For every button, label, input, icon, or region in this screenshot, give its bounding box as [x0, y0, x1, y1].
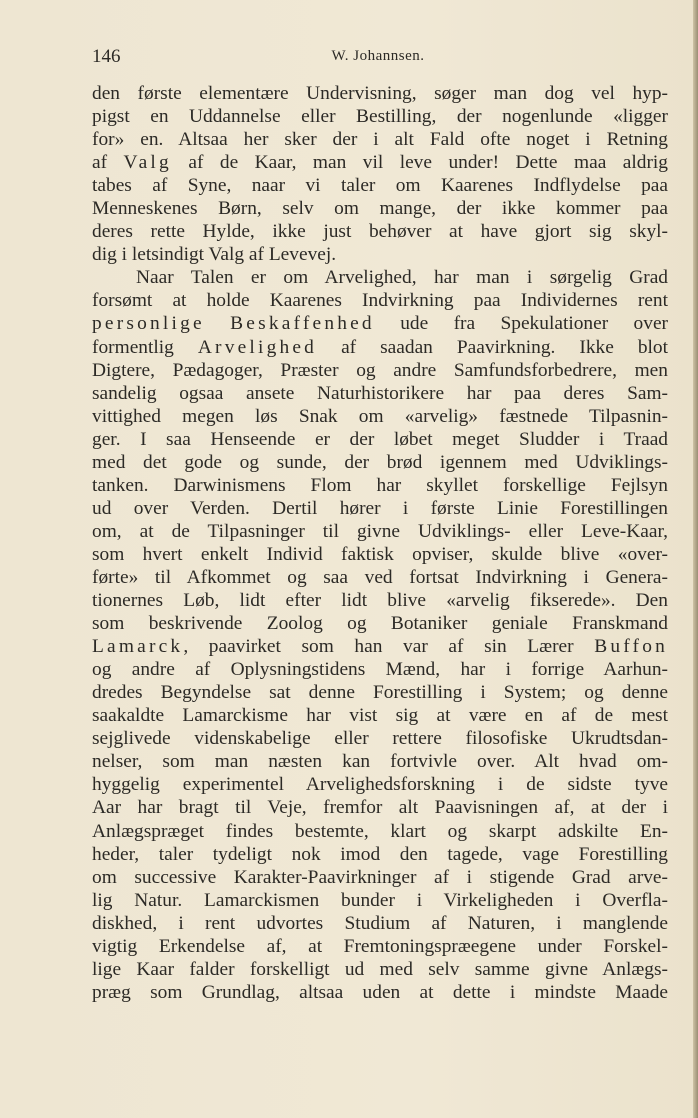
text-line: nelser, som man næsten kan fortvivle over. Alt hvad om-: [92, 751, 668, 773]
text-line: lig Natur. Lamarckismen bunder i Virkeligheden i Overfla-: [92, 889, 668, 911]
text-line: førte» til Afkommet og saa ved fortsat Indvirkning i Genera-: [92, 566, 668, 588]
text-line: heder, taler tydeligt nok imod den tagede, vage Forestilling: [92, 843, 668, 865]
text-line: for» en. Altsaa her sker der i alt Fald ofte noget i Retning: [92, 129, 668, 151]
text-line: Digtere, Pædagoger, Præster og andre Samfundsforbedrere, men: [92, 359, 668, 381]
text-line: vittighed megen løs Snak om «arvelig» fæstnede Tilpasnin-: [92, 405, 668, 427]
spaced-word: Valg: [123, 152, 172, 174]
body-text: [92, 82, 668, 1004]
text-line: Aar har bragt til Veje, fremfor alt Paavisningen af, at der i: [92, 797, 668, 819]
text-line: dredes Begyndelse sat denne Forestilling i System; og denne: [92, 682, 668, 704]
text-line: tionernes Løb, lidt efter lidt blive «arvelig fikserede». Den: [92, 590, 668, 612]
text-line: Naar Talen er om Arvelighed, har man i sørgelig Grad: [136, 267, 668, 289]
text-line: den første elementære Undervisning, søger man dog vel hyp-: [92, 83, 668, 104]
running-head: W. Johannsen.: [331, 48, 425, 64]
text-line: Anlægspræget findes bestemte, klart og skarpt adskilte En-: [92, 820, 668, 842]
text-line: af Valg af de Kaar, man vil leve under! Dette maa aldrig: [92, 152, 668, 174]
text-line: med det gode og sunde, der brød igennem med Udviklings-: [92, 451, 668, 473]
text-line: ud over Verden. Dertil hører i første Linie Forestillingen: [92, 497, 668, 519]
text-line: vigtig Erkendelse af, at Fremtoningspræegene under Forskel-: [92, 935, 668, 957]
spaced-word: Arvelighed: [197, 336, 318, 358]
text-line: præg som Grundlag, altsaa uden at dette i mindste Maade: [92, 981, 668, 1003]
page-number: 146: [92, 46, 121, 67]
text-line: deres rette Hylde, ikke just behøver at have gjort sig skyl-: [92, 221, 668, 243]
text-line: tabes af Syne, naar vi taler om Kaarenes Indflydelse paa: [92, 175, 668, 197]
text-line: personlige Beskaffenhed ude fra Spekulationer over: [92, 313, 669, 335]
text-line: saakaldte Lamarckisme har vist sig at være en af de mest: [92, 705, 668, 727]
text-line: hyggelig experimentel Arvelighedsforskning i de sidste tyve: [92, 774, 668, 796]
spaced-word: Lamarck: [92, 636, 184, 658]
text-line: tanken. Darwinismens Flom har skyllet forskellige Fejlsyn: [92, 474, 668, 496]
text-line: pigst en Uddannelse eller Bestilling, der nogenlunde «ligger: [92, 106, 668, 128]
text-line: Menneskenes Børn, selv om mange, der ikke kommer paa: [92, 198, 668, 220]
page-edge: [693, 0, 698, 1118]
spaced-word: Buffon: [594, 636, 668, 658]
text-line: og andre af Oplysningstidens Mænd, har i forrige Aarhun-: [92, 659, 668, 681]
text-line: Lamarck, paavirket som han var af sin Lærer Buffon: [92, 636, 668, 658]
text-line: sejglivede videnskabelige eller rettere filosofiske Ukrudtsdan-: [92, 728, 668, 750]
text-line: om, at de Tilpasninger til givne Udviklings- eller Leve-Kaar,: [92, 520, 668, 542]
text-line: ger. I saa Henseende er der løbet meget Sludder i Traad: [92, 428, 668, 450]
text-line: diskhed, i rent udvortes Studium af Naturen, i manglende: [92, 912, 668, 934]
spaced-word: personlige: [92, 313, 205, 335]
text-line: forsømt at holde Kaarenes Indvirkning paa Individernes rent: [92, 290, 668, 312]
text-line: som beskrivende Zoolog og Botaniker geniale Franskmand: [92, 613, 668, 635]
text-line: lige Kaar falder forskelligt ud med selv samme givne Anlægs-: [92, 958, 668, 980]
spaced-word: Beskaffenhed: [230, 313, 375, 335]
text-line: formentlig Arvelighed af saadan Paavirkning. Ikke blot: [92, 336, 668, 358]
page-header: [92, 46, 664, 70]
text-line: om successive Karakter-Paavirkninger af i stigende Grad arve-: [92, 866, 668, 888]
text-line: som hvert enkelt Individ faktisk opviser, skulde blive «over-: [92, 543, 668, 565]
text-line: sandelig ogsaa ansete Naturhistorikere har paa deres Sam-: [92, 382, 668, 404]
text-line: dig i letsindigt Valg af Levevej.: [92, 244, 337, 266]
